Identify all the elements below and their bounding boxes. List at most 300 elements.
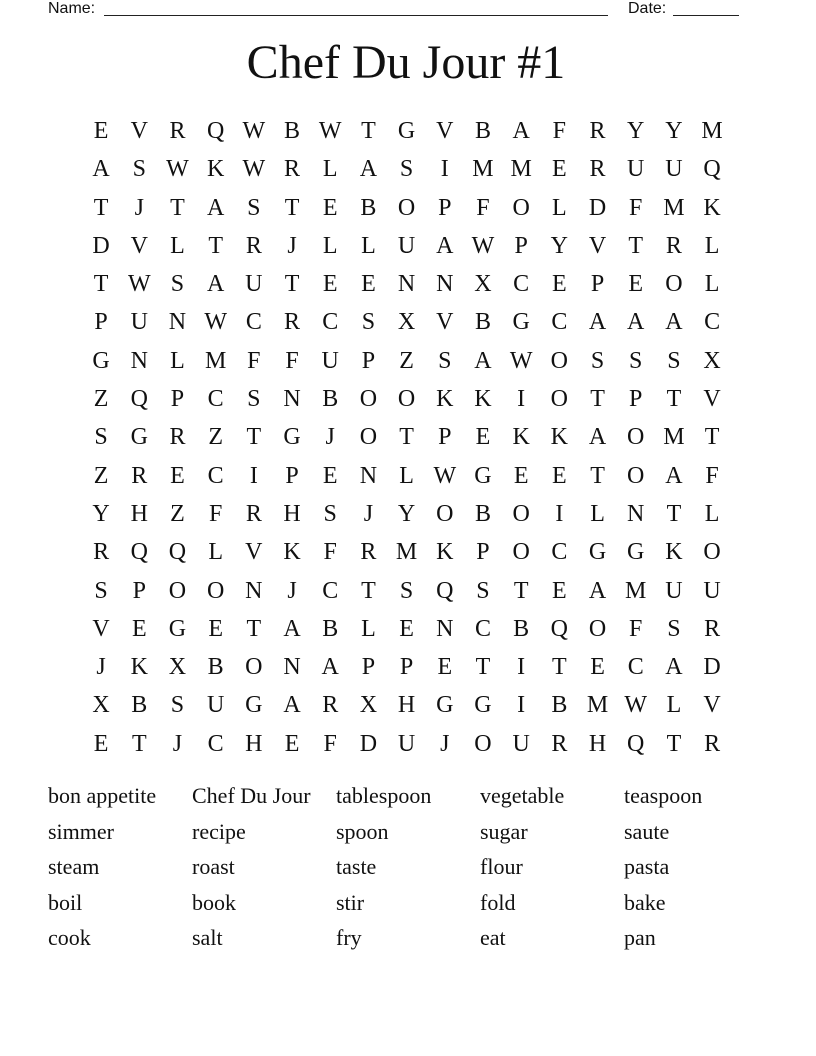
grid-letter: B <box>360 194 377 221</box>
grid-letter: S <box>170 271 185 298</box>
grid-letter: A <box>665 462 683 489</box>
grid-letter: T <box>590 462 605 489</box>
grid-letter: S <box>132 156 146 183</box>
grid-letter: W <box>433 462 457 489</box>
grid-letter: R <box>589 118 606 144</box>
grid-letter: E <box>475 424 491 451</box>
grid-letter: Q <box>168 539 187 566</box>
grid-letter: A <box>588 577 607 604</box>
grid-letter: A <box>321 654 339 681</box>
grid-letter: L <box>704 271 720 298</box>
grid-letter: I <box>440 156 449 183</box>
grid-letter: M <box>625 577 647 604</box>
grid-letter: I <box>517 692 526 719</box>
word-list <box>48 782 768 960</box>
grid-letter: E <box>437 654 453 681</box>
grid-letter: D <box>588 194 607 221</box>
letter-grid <box>82 114 731 765</box>
grid-letter: T <box>666 386 682 413</box>
grid-letter: O <box>512 500 530 527</box>
grid-letter: N <box>359 462 378 489</box>
word-list-item: recipe <box>192 818 246 844</box>
grid-letter: X <box>359 692 378 719</box>
grid-letter: U <box>206 692 225 719</box>
grid-letter: G <box>436 692 454 719</box>
grid-letter: N <box>627 500 645 527</box>
grid-letter: P <box>438 194 452 221</box>
grid-letter: T <box>628 232 644 259</box>
grid-letter: R <box>131 462 148 489</box>
grid-letter: J <box>96 654 106 681</box>
grid-letter: K <box>283 539 301 566</box>
word-list-item: spoon <box>336 818 389 844</box>
grid-letter: K <box>550 424 569 451</box>
grid-letter: B <box>474 309 491 336</box>
grid-letter: V <box>130 232 148 259</box>
grid-letter: D <box>359 730 378 757</box>
grid-letter: B <box>284 118 301 144</box>
word-list-item: cook <box>48 925 91 950</box>
grid-letter: P <box>132 577 146 604</box>
grid-letter: Q <box>130 386 148 413</box>
grid-letter: V <box>703 386 721 413</box>
grid-letter: R <box>551 730 568 757</box>
grid-letter: U <box>397 232 416 259</box>
grid-letter: V <box>588 232 607 259</box>
grid-letter: P <box>476 539 490 566</box>
grid-letter: G <box>245 692 263 719</box>
grid-letter: P <box>399 654 414 681</box>
grid-letter: L <box>361 615 376 642</box>
name-label: Name: <box>48 0 96 17</box>
grid-letter: E <box>361 271 376 298</box>
word-list-item: teaspoon <box>624 783 703 808</box>
grid-letter: X <box>168 654 187 681</box>
grid-letter: S <box>247 386 261 413</box>
grid-letter: W <box>242 118 266 144</box>
grid-letter: B <box>474 500 491 527</box>
grid-letter: J <box>287 577 297 604</box>
grid-letter: T <box>246 424 262 451</box>
grid-letter: W <box>127 271 151 298</box>
grid-letter: O <box>512 194 530 221</box>
grid-letter: B <box>474 118 491 144</box>
grid-letter: T <box>361 118 376 144</box>
grid-letter: Y <box>550 232 569 259</box>
grid-letter: N <box>283 654 301 681</box>
grid-letter: U <box>130 309 148 336</box>
grid-letter: X <box>703 347 721 374</box>
grid-letter: W <box>318 118 342 144</box>
grid-letter: S <box>94 577 108 604</box>
grid-letter: I <box>517 654 526 681</box>
grid-letter: H <box>283 500 301 527</box>
grid-letter: A <box>474 347 492 374</box>
grid-letter: R <box>284 309 301 336</box>
grid-letter: S <box>361 309 376 336</box>
grid-letter: F <box>208 500 223 527</box>
grid-letter: G <box>168 615 187 642</box>
grid-letter: Z <box>399 347 414 374</box>
grid-letter: N <box>130 347 148 374</box>
date-label: Date: <box>628 0 667 17</box>
grid-letter: E <box>170 462 185 489</box>
grid-letter: T <box>284 271 300 298</box>
grid-letter: L <box>322 156 338 183</box>
grid-letter: E <box>322 271 338 298</box>
grid-letter: L <box>704 232 720 259</box>
grid-letter: E <box>93 730 109 757</box>
grid-letter: J <box>325 424 335 451</box>
grid-letter: F <box>629 615 643 642</box>
grid-letter: F <box>323 730 337 757</box>
grid-letter: R <box>665 232 682 259</box>
grid-letter: T <box>704 424 720 451</box>
grid-letter: P <box>438 424 452 451</box>
word-list-item: eat <box>480 925 506 950</box>
grid-letter: W <box>624 692 648 719</box>
grid-letter: L <box>590 500 605 527</box>
word-list-item: fold <box>480 889 516 915</box>
grid-letter: T <box>590 386 605 413</box>
grid-letter: F <box>705 462 719 489</box>
name-blank-line[interactable] <box>104 15 608 16</box>
grid-letter: K <box>703 194 721 221</box>
grid-letter: U <box>397 730 416 757</box>
grid-letter: M <box>586 692 609 719</box>
grid-letter: O <box>588 615 607 642</box>
grid-letter: M <box>663 194 685 221</box>
grid-letter: Y <box>397 500 416 527</box>
grid-letter: O <box>245 654 263 681</box>
grid-letter: E <box>552 577 567 604</box>
grid-letter: O <box>474 730 492 757</box>
header <box>48 0 748 20</box>
word-list-item: book <box>192 889 236 915</box>
grid-letter: S <box>323 500 337 527</box>
grid-letter: G <box>627 539 645 566</box>
grid-letter: C <box>474 615 491 642</box>
grid-letter: R <box>169 424 186 451</box>
grid-letter: Z <box>208 424 223 451</box>
grid-letter: C <box>551 309 568 336</box>
grid-letter: W <box>242 156 266 183</box>
grid-letter: E <box>131 615 147 642</box>
grid-letter: A <box>206 194 225 221</box>
grid-letter: K <box>436 539 454 566</box>
grid-letter: N <box>436 615 454 642</box>
grid-letter: T <box>93 271 109 298</box>
grid-letter: K <box>130 654 148 681</box>
grid-letter: M <box>663 424 685 451</box>
grid-letter: I <box>555 500 564 527</box>
grid-letter: C <box>207 730 224 757</box>
grid-letter: I <box>249 462 258 489</box>
grid-letter: P <box>361 347 376 374</box>
word-list-item: steam <box>48 854 100 879</box>
word-list-item: boil <box>48 889 83 915</box>
grid-letter: R <box>589 156 606 183</box>
grid-letter: T <box>93 194 109 221</box>
grid-letter: Z <box>93 386 109 413</box>
grid-letter: J <box>287 232 297 259</box>
word-list-item: roast <box>192 854 235 879</box>
grid-letter: C <box>704 309 721 336</box>
grid-letter: Y <box>665 118 683 144</box>
word-list-item: simmer <box>48 818 114 844</box>
grid-letter: K <box>436 386 454 413</box>
grid-letter: C <box>627 654 644 681</box>
grid-letter: C <box>322 577 339 604</box>
grid-letter: N <box>436 271 454 298</box>
grid-letter: M <box>510 156 532 183</box>
grid-letter: G <box>92 347 110 374</box>
grid-letter: O <box>550 386 569 413</box>
grid-letter: N <box>245 577 263 604</box>
grid-letter: B <box>131 692 148 719</box>
word-list-item: pasta <box>624 854 670 879</box>
grid-letter: B <box>513 615 530 642</box>
grid-letter: G <box>474 462 492 489</box>
grid-letter: Z <box>170 500 185 527</box>
grid-letter: P <box>285 462 299 489</box>
grid-letter: B <box>207 654 224 681</box>
grid-letter: L <box>322 232 338 259</box>
grid-letter: F <box>247 347 261 374</box>
grid-letter: D <box>703 654 721 681</box>
grid-letter: P <box>514 232 528 259</box>
page-title: Chef Du Jour #1 <box>246 36 566 89</box>
grid-letter: A <box>283 615 301 642</box>
grid-letter: K <box>512 424 530 451</box>
grid-letter: A <box>588 424 607 451</box>
grid-letter: F <box>629 194 643 221</box>
grid-letter: X <box>397 309 416 336</box>
grid-letter: A <box>359 156 378 183</box>
grid-letter: J <box>440 730 450 757</box>
grid-letter: L <box>170 347 185 374</box>
grid-letter: H <box>130 500 148 527</box>
grid-letter: O <box>665 271 683 298</box>
grid-letter: A <box>512 118 530 144</box>
grid-letter: U <box>245 271 263 298</box>
grid-letter: C <box>513 271 530 298</box>
grid-letter: E <box>552 462 567 489</box>
grid-letter: H <box>245 730 263 757</box>
grid-letter: E <box>513 462 529 489</box>
word-list-item: taste <box>336 854 377 879</box>
grid-letter: P <box>361 654 376 681</box>
grid-letter: Q <box>703 156 721 183</box>
grid-letter: K <box>665 539 683 566</box>
grid-letter: G <box>474 692 492 719</box>
grid-letter: E <box>93 118 109 144</box>
grid-letter: S <box>247 194 261 221</box>
word-list-item: Chef Du Jour <box>192 783 311 808</box>
grid-letter: O <box>359 386 378 413</box>
grid-letter: R <box>245 232 262 259</box>
grid-letter: B <box>322 615 339 642</box>
grid-letter: E <box>322 462 338 489</box>
grid-letter: S <box>94 424 108 451</box>
grid-letter: L <box>704 500 720 527</box>
grid-letter: O <box>168 577 187 604</box>
date-blank-line[interactable] <box>673 15 739 16</box>
grid-letter: R <box>245 500 262 527</box>
grid-letter: Q <box>436 577 454 604</box>
grid-letter: S <box>399 577 414 604</box>
grid-letter: O <box>703 539 721 566</box>
word-list-item: pan <box>624 925 656 950</box>
grid-letter: F <box>552 118 567 144</box>
grid-letter: U <box>627 156 645 183</box>
grid-letter: O <box>359 424 378 451</box>
grid-letter: U <box>703 577 721 604</box>
grid-letter: M <box>395 539 418 566</box>
grid-letter: S <box>170 692 185 719</box>
word-list-item: tablespoon <box>336 783 432 808</box>
grid-letter: W <box>204 309 227 336</box>
grid-letter: V <box>436 309 454 336</box>
grid-letter: N <box>283 386 301 413</box>
grid-letter: L <box>666 692 682 719</box>
grid-letter: Y <box>92 500 110 527</box>
grid-letter: A <box>627 309 645 336</box>
grid-letter: K <box>206 156 225 183</box>
word-list-item: vegetable <box>480 783 565 808</box>
grid-letter: X <box>474 271 492 298</box>
grid-letter: T <box>513 577 529 604</box>
grid-letter: G <box>588 539 607 566</box>
grid-letter: K <box>474 386 492 413</box>
grid-letter: E <box>284 730 300 757</box>
grid-letter: E <box>590 654 605 681</box>
grid-letter: O <box>627 424 645 451</box>
grid-letter: X <box>92 692 110 719</box>
grid-letter: E <box>208 615 223 642</box>
grid-letter: C <box>245 309 262 336</box>
word-list-item: saute <box>624 818 670 844</box>
grid-letter: O <box>397 194 416 221</box>
grid-letter: W <box>509 347 533 374</box>
grid-letter: T <box>399 424 414 451</box>
grid-letter: L <box>399 462 414 489</box>
grid-letter: J <box>363 500 374 527</box>
grid-letter: N <box>397 271 416 298</box>
grid-letter: O <box>436 500 454 527</box>
grid-letter: T <box>666 500 682 527</box>
grid-letter: A <box>665 654 683 681</box>
grid-letter: C <box>551 539 568 566</box>
grid-letter: G <box>130 424 148 451</box>
word-list-item: salt <box>192 925 223 950</box>
grid-letter: F <box>476 194 490 221</box>
grid-letter: T <box>208 232 223 259</box>
grid-letter: T <box>170 194 185 221</box>
grid-letter: A <box>588 309 607 336</box>
word-list-item: flour <box>480 854 523 879</box>
grid-letter: E <box>552 156 567 183</box>
grid-letter: T <box>284 194 300 221</box>
grid-letter: S <box>667 347 681 374</box>
word-list-item: fry <box>336 925 362 950</box>
word-list-item: bon appetite <box>48 783 157 808</box>
grid-letter: L <box>552 194 567 221</box>
grid-letter: V <box>436 118 454 144</box>
grid-letter: U <box>665 156 683 183</box>
grid-letter: U <box>512 730 530 757</box>
grid-letter: V <box>92 615 110 642</box>
grid-letter: R <box>704 730 721 757</box>
grid-letter: W <box>166 156 189 183</box>
grid-letter: R <box>169 118 186 144</box>
grid-letter: A <box>92 156 110 183</box>
grid-letter: A <box>206 271 225 298</box>
grid-letter: R <box>360 539 377 566</box>
grid-letter: E <box>322 194 338 221</box>
grid-letter: P <box>170 386 185 413</box>
grid-letter: T <box>361 577 376 604</box>
grid-letter: N <box>168 309 187 336</box>
grid-letter: Z <box>93 462 109 489</box>
grid-letter: Q <box>130 539 148 566</box>
grid-letter: P <box>590 271 605 298</box>
grid-letter: C <box>322 309 339 336</box>
grid-letter: T <box>246 615 262 642</box>
grid-letter: G <box>397 118 416 144</box>
grid-letter: C <box>207 386 224 413</box>
grid-letter: H <box>397 692 416 719</box>
grid-letter: G <box>283 424 301 451</box>
word-list-item: bake <box>624 889 666 915</box>
grid-letter: S <box>438 347 452 374</box>
grid-letter: M <box>701 118 723 144</box>
grid-letter: L <box>170 232 185 259</box>
grid-letter: Q <box>550 615 569 642</box>
grid-letter: U <box>321 347 339 374</box>
grid-letter: E <box>552 271 567 298</box>
grid-letter: M <box>472 156 494 183</box>
word-list-item: stir <box>336 889 365 915</box>
grid-letter: L <box>361 232 376 259</box>
grid-letter: R <box>284 156 301 183</box>
grid-letter: B <box>322 386 339 413</box>
grid-letter: T <box>131 730 147 757</box>
grid-letter: I <box>517 386 526 413</box>
grid-letter: W <box>471 232 495 259</box>
grid-letter: L <box>208 539 223 566</box>
grid-letter: T <box>552 654 567 681</box>
grid-letter: R <box>93 539 110 566</box>
grid-letter: J <box>172 730 183 757</box>
grid-letter: A <box>283 692 301 719</box>
grid-letter: A <box>665 309 683 336</box>
grid-letter: F <box>285 347 299 374</box>
grid-letter: R <box>704 615 721 642</box>
grid-letter: T <box>475 654 491 681</box>
grid-letter: F <box>323 539 337 566</box>
grid-letter: E <box>399 615 414 642</box>
grid-letter: Y <box>627 118 645 144</box>
grid-letter: D <box>92 232 110 259</box>
grid-letter: S <box>590 347 605 374</box>
grid-letter: S <box>667 615 681 642</box>
grid-letter: S <box>399 156 414 183</box>
grid-letter: O <box>512 539 530 566</box>
grid-letter: M <box>204 347 227 374</box>
grid-letter: P <box>94 309 108 336</box>
grid-letter: O <box>397 386 416 413</box>
